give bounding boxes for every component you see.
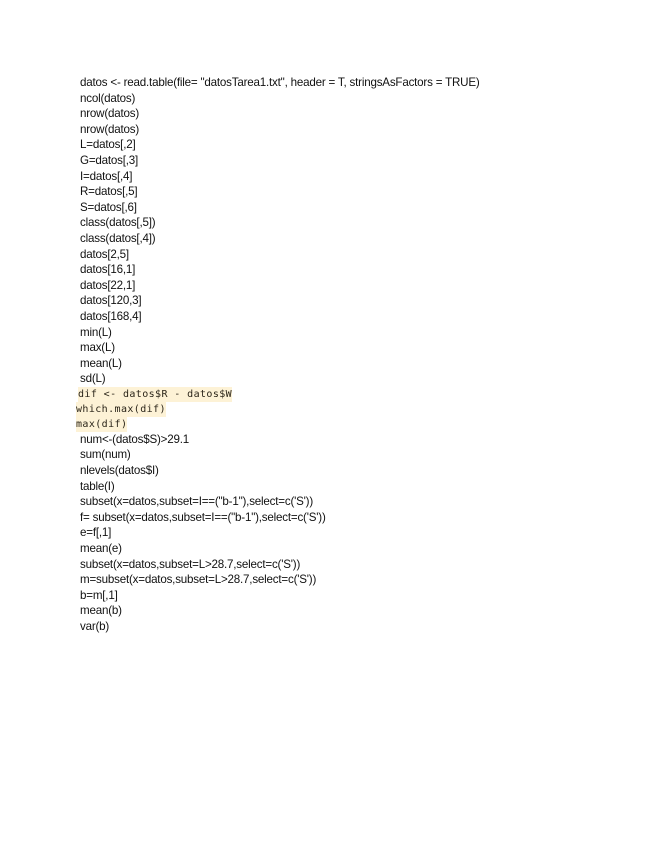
code-line: mean(e) [80, 542, 122, 556]
code-line: datos[16,1] [80, 263, 136, 277]
highlighted-code-line: max(dif) [76, 418, 128, 430]
code-line: min(L) [80, 325, 112, 339]
code-line: datos[2,5] [80, 247, 129, 261]
code-line: G=datos[,3] [80, 153, 139, 167]
code-line: table(I) [80, 479, 115, 493]
code-line: class(datos[,4]) [80, 231, 156, 245]
code-line: L=datos[,2] [80, 138, 136, 152]
code-line: sd(L) [80, 372, 106, 386]
code-line: datos[22,1] [80, 278, 136, 292]
code-line: subset(x=datos,subset=L>28.7,select=c('S')) [80, 557, 301, 571]
code-line: datos[120,3] [80, 294, 142, 308]
code-line: nrow(datos) [80, 107, 140, 121]
code-line: var(b) [80, 620, 110, 633]
code-line: m=subset(x=datos,subset=L>28.7,select=c('S')) [80, 573, 317, 587]
highlighted-code-line: dif <- datos$R - datos$W [78, 388, 233, 400]
code-line: S=datos[,6] [80, 200, 137, 214]
code-line: f= subset(x=datos,subset=I==("b-1"),select=c('S')) [80, 510, 326, 524]
code-line: sum(num) [80, 448, 131, 462]
code-line: num<-(datos$S)>29.1 [80, 432, 189, 446]
code-line: mean(L) [80, 356, 122, 370]
code-line: datos[168,4] [80, 309, 142, 323]
highlighted-code-line: which.max(dif) [76, 403, 166, 415]
code-line: class(datos[,5]) [80, 216, 156, 230]
code-line: e=f[,1] [80, 526, 112, 540]
code-line: nlevels(datos$I) [80, 464, 159, 478]
code-line: R=datos[,5] [80, 185, 138, 199]
code-line: subset(x=datos,subset=I==("b-1"),select=c('S')) [80, 495, 313, 509]
code-line: I=datos[,4] [80, 169, 133, 183]
code-line: datos <- read.table(file= "datosTarea1.txt", header = T, stringsAsFactors = TRUE) [80, 76, 480, 89]
code-line: b=m[,1] [80, 588, 118, 602]
code-line: max(L) [80, 341, 115, 355]
r-script-listing [0, 75, 655, 635]
code-line: mean(b) [80, 604, 122, 618]
code-line: ncol(datos) [80, 91, 136, 105]
code-line: nrow(datos) [80, 122, 140, 136]
